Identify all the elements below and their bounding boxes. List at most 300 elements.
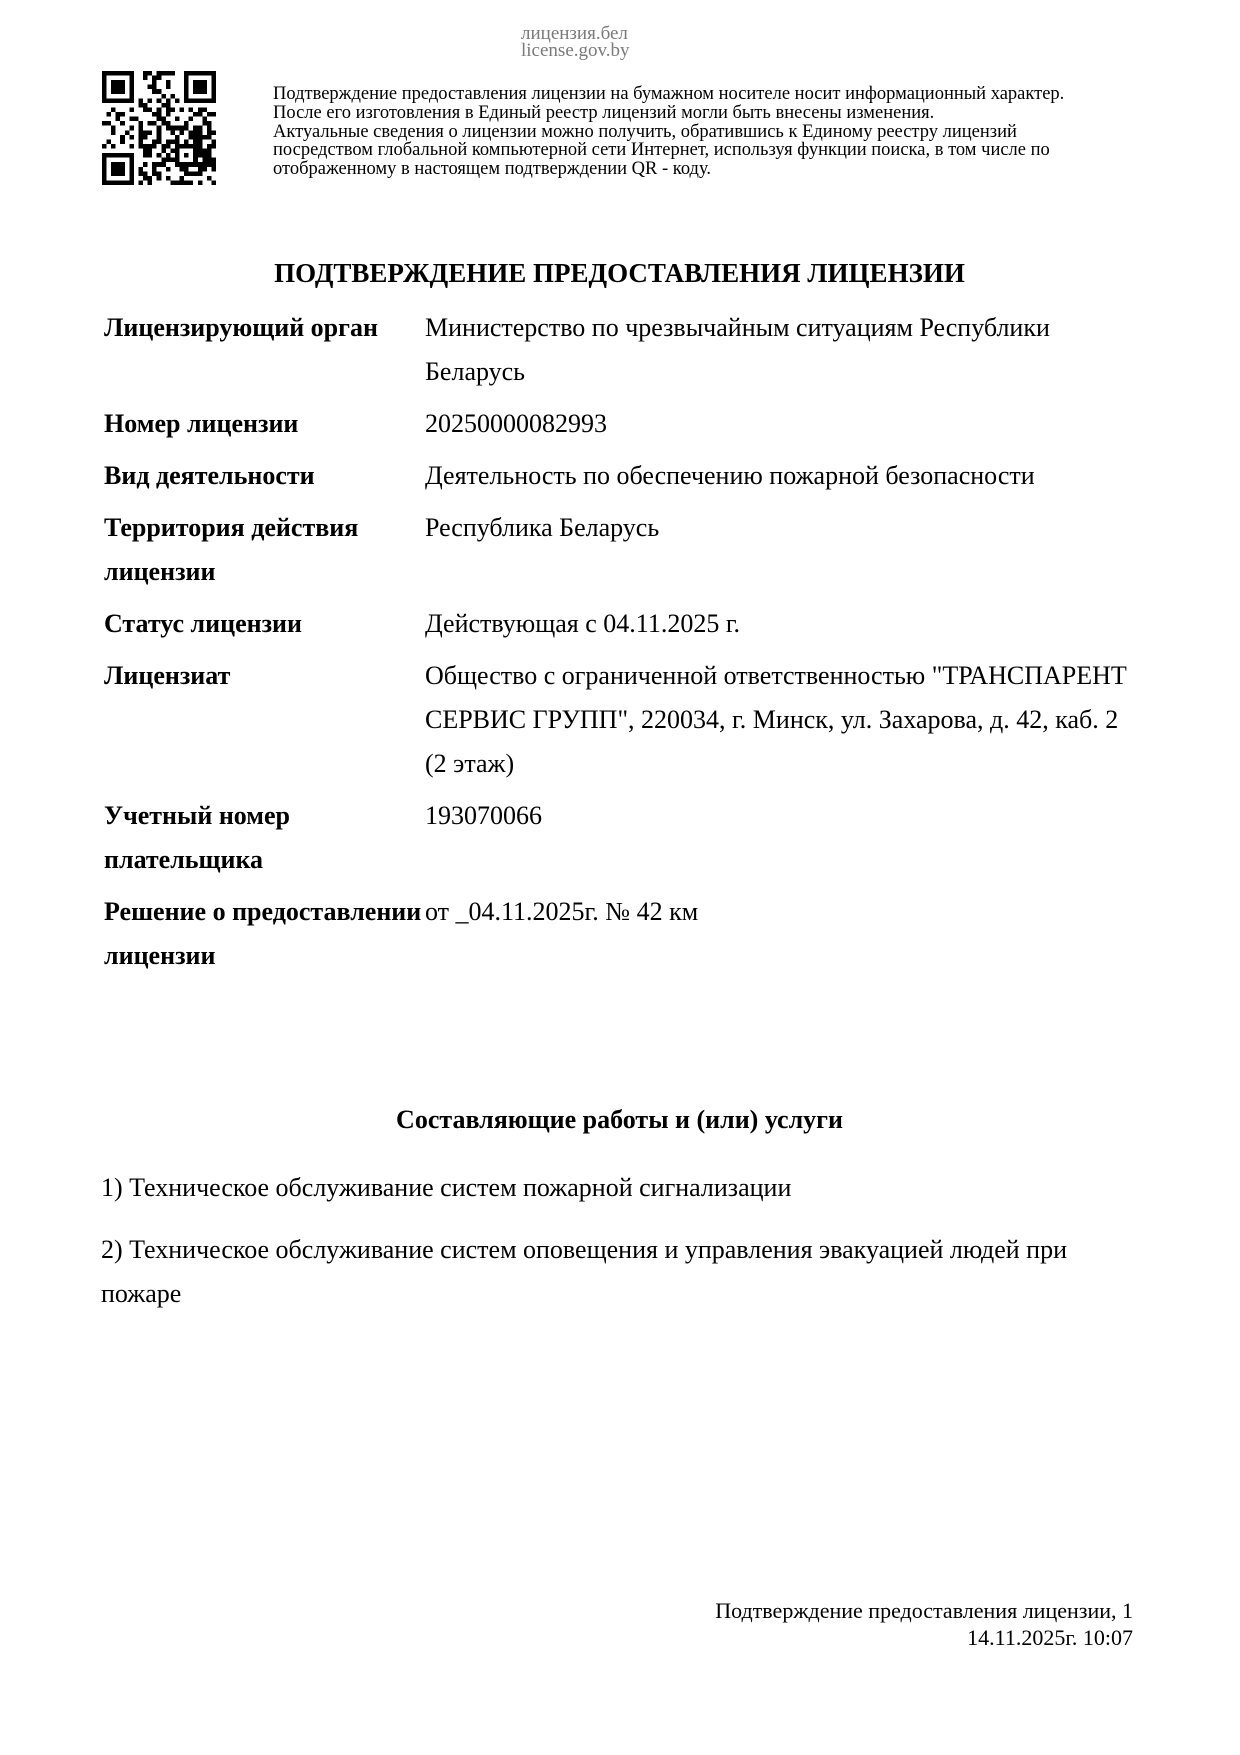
qr-module [166,103,171,108]
qr-module [211,180,216,185]
field-value: 20250000082993 [425,409,607,438]
qr-module [189,144,194,149]
qr-module [193,171,198,176]
qr-module [202,89,207,94]
qr-module [166,126,171,131]
qr-module [129,117,134,122]
qr-module [157,176,162,181]
qr-module [134,117,139,122]
qr-module [184,94,189,99]
qr-module [170,149,175,154]
qr-module [170,158,175,163]
qr-module [129,76,134,81]
service-item: 1) Техническое обслуживание систем пожарной сигнализации [101,1173,792,1202]
field-value: Министерство по чрезвычайным ситуациям Республики Беларусь [425,313,1050,386]
qr-module [170,130,175,135]
qr-module [138,135,143,140]
qr-module [202,98,207,103]
qr-module [120,135,125,140]
qr-module [198,153,203,158]
qr-module [170,94,175,99]
qr-module [138,144,143,149]
qr-module [170,180,175,185]
qr-module [193,112,198,117]
field-value: 193070066 [425,801,542,830]
qr-module [152,80,157,85]
qr-module [102,162,107,167]
qr-module [211,139,216,144]
field-label: Лицензиат [104,661,231,690]
qr-module [166,158,171,163]
qr-module [189,130,194,135]
field-row-payer-number [104,794,1139,890]
qr-module [111,107,116,112]
qr-module [184,167,189,172]
qr-module [184,76,189,81]
field-row-license-number [104,402,1139,454]
qr-module [107,121,112,126]
qr-module [198,171,203,176]
qr-module [111,162,116,167]
qr-module [129,71,134,76]
page-footer [715,1597,1133,1651]
qr-module [152,171,157,176]
qr-module [211,76,216,81]
qr-module [198,71,203,76]
qr-module [211,130,216,135]
footer-timestamp: 14.11.2025г. 10:07 [967,1625,1133,1650]
qr-module [129,135,134,140]
qr-module [211,94,216,99]
qr-module [184,121,189,126]
qr-module [193,158,198,163]
qr-module [166,121,171,126]
document-title: ПОДТВЕРЖДЕНИЕ ПРЕДОСТАВЛЕНИЯ ЛИЦЕНЗИИ [274,258,965,288]
field-value: Республика Беларусь [425,513,660,542]
qr-module [120,171,125,176]
qr-module [107,139,112,144]
qr-module [207,71,212,76]
qr-module [116,112,121,117]
qr-module [129,158,134,163]
qr-module [193,126,198,131]
qr-module [202,85,207,90]
qr-module [198,89,203,94]
qr-module [180,176,185,181]
qr-module [152,89,157,94]
qr-module [102,80,107,85]
qr-module [152,85,157,90]
qr-module [143,103,148,108]
qr-module [207,144,212,149]
qr-module [202,71,207,76]
qr-code-icon [102,71,216,185]
qr-module [143,107,148,112]
qr-module [211,162,216,167]
qr-module [138,171,143,176]
qr-module [202,153,207,158]
qr-module [125,153,130,158]
qr-module [184,85,189,90]
qr-module [152,139,157,144]
qr-module [120,98,125,103]
qr-module [148,180,153,185]
notice-line: Подтверждение предоставления лицензии на бумажном носителе носит информационный характер. [273,84,1065,104]
qr-module [129,153,134,158]
field-row-licensing-authority [104,306,1139,402]
qr-module [116,80,121,85]
qr-module [193,71,198,76]
field-row-licensee [104,654,1139,794]
qr-module [129,167,134,172]
field-label: Лицензирующий орган [104,313,378,342]
qr-module [166,144,171,149]
qr-module [111,144,116,149]
qr-module [184,180,189,185]
qr-module [138,126,143,131]
qr-module [207,121,212,126]
qr-module [207,153,212,158]
qr-module [189,98,194,103]
field-label: Номер лицензии [104,409,299,438]
qr-module [161,103,166,108]
qr-module [102,176,107,181]
qr-module [138,103,143,108]
qr-module [157,89,162,94]
qr-module [157,153,162,158]
qr-module [207,135,212,140]
qr-module [116,162,121,167]
qr-module [148,176,153,181]
qr-module [157,162,162,167]
qr-module [143,76,148,81]
qr-module [193,135,198,140]
qr-module [102,71,107,76]
qr-module [198,107,203,112]
qr-module [116,171,121,176]
qr-module [157,139,162,144]
qr-module [202,121,207,126]
qr-module [198,162,203,167]
qr-module [207,130,212,135]
qr-module [125,180,130,185]
qr-module [129,126,134,131]
qr-module [143,171,148,176]
qr-module [102,158,107,163]
qr-module [211,80,216,85]
qr-module [148,85,153,90]
qr-module [152,76,157,81]
qr-module [202,149,207,154]
field-label: Решение о предоставлении лицензии [104,897,422,970]
qr-module [102,167,107,172]
qr-module [111,153,116,158]
qr-module [143,176,148,181]
qr-module [129,171,134,176]
qr-module [102,144,107,149]
services-list [101,1166,1141,1334]
qr-module [125,130,130,135]
field-value: Деятельность по обеспечению пожарной безопасности [425,461,1035,490]
qr-module [202,117,207,122]
qr-module [170,71,175,76]
field-value: Действующая с 04.11.2025 г. [425,609,741,638]
qr-module [116,167,121,172]
qr-module [102,180,107,185]
qr-module [116,71,121,76]
qr-module [161,117,166,122]
qr-module [120,180,125,185]
qr-module [193,80,198,85]
qr-module [102,89,107,94]
qr-module [202,162,207,167]
field-label: Вид деятельности [104,461,315,490]
qr-module [175,117,180,122]
field-row-status [104,602,1139,654]
qr-module [125,98,130,103]
notice-line: посредством глобальной компьютерной сети Интернет, используя функции поиска, в том числе по [273,140,1050,161]
qr-module [148,121,153,126]
qr-module [161,94,166,99]
qr-module [184,153,189,158]
qr-module [107,180,112,185]
qr-code-graphic [102,71,216,185]
qr-module [193,139,198,144]
qr-module [148,98,153,103]
qr-module [161,71,166,76]
notice-line: отображенному в настоящем подтверждении QR - коду. [273,159,711,180]
qr-module [138,167,143,172]
qr-module [111,98,116,103]
qr-module [184,80,189,85]
notice-line: После его изготовления в Единый реестр лицензий могли быть внесены изменения. [273,102,935,123]
field-label: Учетный номер плательщика [104,801,291,874]
qr-module [143,71,148,76]
qr-module [211,85,216,90]
qr-module [170,107,175,112]
qr-module [129,162,134,167]
qr-module [102,76,107,81]
qr-module [207,158,212,163]
qr-module [184,126,189,131]
qr-module [143,130,148,135]
qr-module [189,162,194,167]
qr-module [207,149,212,154]
qr-module [175,158,180,163]
qr-module [166,71,171,76]
qr-module [166,139,171,144]
qr-module [207,176,212,181]
qr-module [189,71,194,76]
qr-module [120,121,125,126]
qr-module [120,167,125,172]
qr-module [211,144,216,149]
qr-module [157,76,162,81]
qr-module [180,162,185,167]
qr-module [193,144,198,149]
qr-module [157,71,162,76]
field-label: Территория действия лицензии [104,513,359,586]
qr-module [207,162,212,167]
qr-module [120,162,125,167]
qr-module [152,112,157,117]
qr-module [175,144,180,149]
qr-module [138,130,143,135]
qr-module [102,121,107,126]
qr-module [189,171,194,176]
qr-module [138,180,143,185]
qr-module [152,162,157,167]
qr-module [111,171,116,176]
qr-module [184,71,189,76]
qr-module [143,144,148,149]
qr-module [202,158,207,163]
qr-module [184,144,189,149]
qr-module [193,162,198,167]
qr-module [120,80,125,85]
qr-module [102,171,107,176]
qr-module [180,107,185,112]
qr-module [152,167,157,172]
qr-module [166,153,171,158]
qr-module [129,98,134,103]
qr-module [211,98,216,103]
qr-module [120,153,125,158]
qr-module [143,149,148,154]
field-row-activity-type [104,454,1139,506]
qr-module [198,130,203,135]
qr-module [189,117,194,122]
qr-module [175,139,180,144]
qr-module [211,89,216,94]
qr-module [166,107,171,112]
qr-module [138,139,143,144]
qr-module [193,153,198,158]
qr-module [143,153,148,158]
qr-module [143,162,148,167]
qr-module [175,126,180,131]
qr-module [161,162,166,167]
qr-module [157,130,162,135]
qr-module [120,85,125,90]
qr-module [184,89,189,94]
qr-module [129,89,134,94]
license-fields [104,306,1139,986]
qr-module [180,167,185,172]
qr-module [202,80,207,85]
qr-module [166,176,171,181]
qr-module [152,144,157,149]
qr-module [166,98,171,103]
qr-module [120,139,125,144]
qr-module [175,135,180,140]
qr-module [193,98,198,103]
qr-module [193,85,198,90]
qr-module [111,126,116,131]
qr-module [202,135,207,140]
qr-module [198,80,203,85]
qr-module [148,130,153,135]
qr-module [166,85,171,90]
qr-module [207,98,212,103]
qr-module [143,135,148,140]
qr-module [193,130,198,135]
qr-module [198,149,203,154]
qr-module [102,85,107,90]
qr-module [116,180,121,185]
qr-module [211,71,216,76]
qr-module [166,80,171,85]
qr-module [107,71,112,76]
qr-module [202,107,207,112]
qr-module [198,85,203,90]
qr-module [211,167,216,172]
qr-module [116,153,121,158]
qr-module [170,126,175,131]
qr-module [175,98,180,103]
qr-module [211,112,216,117]
qr-module [148,71,153,76]
qr-module [157,126,162,131]
qr-module [157,107,162,112]
qr-module [198,144,203,149]
qr-module [120,89,125,94]
qr-module [175,149,180,154]
field-label: Статус лицензии [104,609,302,638]
qr-module [184,171,189,176]
qr-module [138,121,143,126]
field-row-decision [104,890,1139,986]
site-link-cyrillic: лицензия.бел [521,23,628,44]
qr-module [180,180,185,185]
qr-module [148,149,153,154]
qr-module [102,94,107,99]
qr-module [148,153,153,158]
qr-module [198,126,203,131]
qr-module [116,85,121,90]
qr-module [111,130,116,135]
qr-module [129,144,134,149]
qr-module [107,112,112,117]
qr-module [157,98,162,103]
qr-module [170,139,175,144]
qr-module [198,112,203,117]
qr-module [129,180,134,185]
qr-module [161,121,166,126]
footer-page-label: Подтверждение предоставления лицензии, 1 [715,1598,1133,1623]
notice-text [273,85,1173,179]
notice-line: Актуальные сведения о лицензии можно получить, обратившись к Единому реестру лицензий [273,121,1017,142]
qr-module [111,167,116,172]
qr-module [198,139,203,144]
qr-module [107,153,112,158]
qr-module [189,135,194,140]
qr-module [111,85,116,90]
qr-module [198,167,203,172]
qr-module [129,80,134,85]
qr-module [198,135,203,140]
services-title: Составляющие работы и (или) услуги [396,1105,843,1134]
qr-module [111,180,116,185]
qr-module [157,135,162,140]
qr-module [166,112,171,117]
qr-module [157,117,162,122]
field-value: Общество с ограниченной ответственностью "ТРАНСПАРЕНТ СЕРВИС ГРУПП", 220034, г. Минск, ул. Захарова, д. 42, каб. 2 (2 этаж) [425,661,1127,778]
qr-module [111,89,116,94]
qr-module [211,158,216,163]
qr-module [116,98,121,103]
qr-module [138,98,143,103]
